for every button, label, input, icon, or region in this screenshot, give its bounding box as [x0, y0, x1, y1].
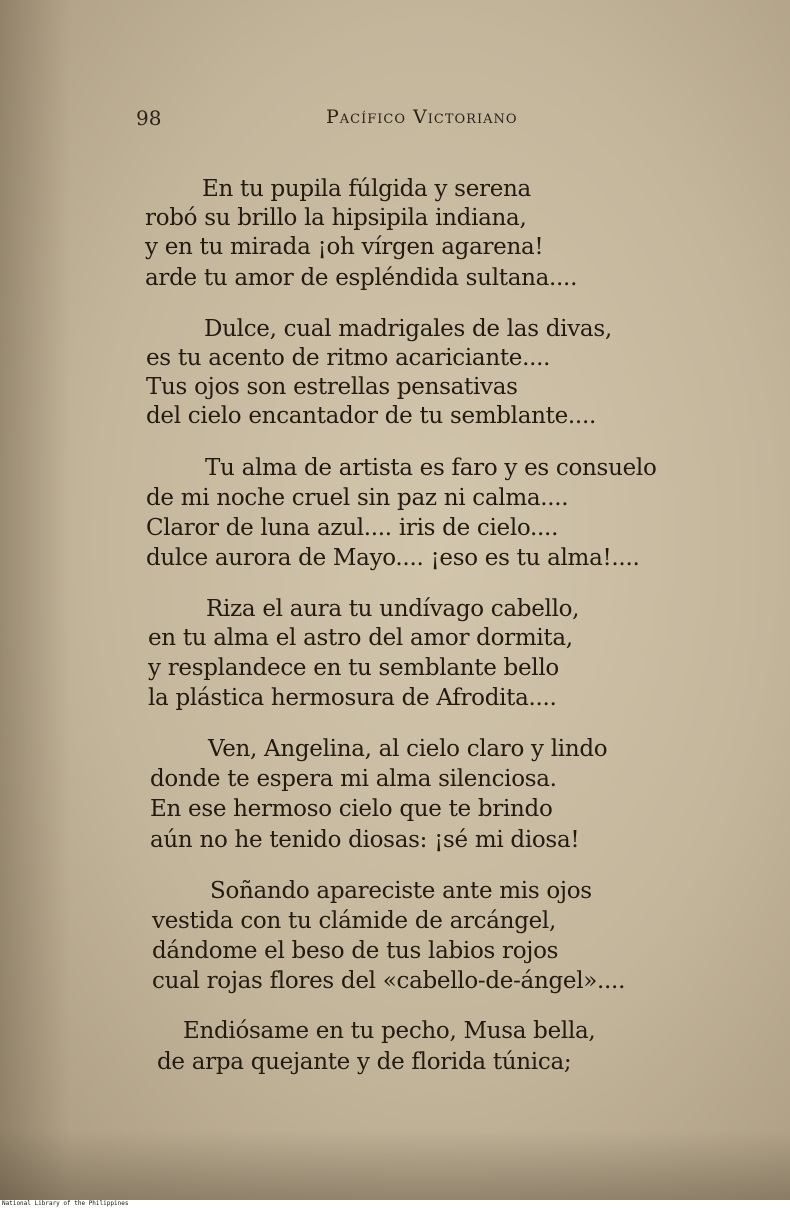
poem-line: aún no he tenido diosas: ¡sé mi diosa!: [150, 827, 580, 853]
poem-line: cual rojas flores del «cabello-de-ángel»....: [152, 968, 626, 994]
poem-line: Dulce, cual madrigales de las divas,: [204, 316, 612, 342]
poem-line: dándome el beso de tus labios rojos: [152, 938, 559, 964]
poem-line: Endiósame en tu pecho, Musa bella,: [183, 1018, 596, 1044]
page-header: [0, 106, 790, 136]
poem-line: Ven, Angelina, al cielo claro y lindo: [208, 736, 608, 762]
poem-line: Soñando apareciste ante mis ojos: [210, 878, 592, 904]
poem-line: Riza el aura tu undívago cabello,: [206, 596, 580, 622]
poem-line: de mi noche cruel sin paz ni calma....: [146, 485, 569, 511]
poem-line: Claror de luna azul.... iris de cielo....: [146, 515, 559, 541]
poem-line: vestida con tu clámide de arcángel,: [152, 908, 556, 934]
poem-line: robó su brillo la hipsipila indiana,: [145, 205, 527, 231]
poem-line: En ese hermoso cielo que te brindo: [150, 796, 553, 822]
page-number: 98: [136, 106, 162, 130]
poem-line: la plástica hermosura de Afrodita....: [148, 685, 557, 711]
page-bottom-shadow: [0, 1130, 790, 1200]
poem-line: y en tu mirada ¡oh vírgen agarena!: [145, 234, 544, 260]
page-edge-shadow: [0, 0, 70, 1200]
library-credit: National Library of the Philippines: [2, 1200, 129, 1207]
poem-line: en tu alma el astro del amor dormita,: [148, 625, 573, 651]
poem-line: donde te espera mi alma silenciosa.: [150, 766, 557, 792]
poem-line: Tu alma de artista es faro y es consuelo: [205, 455, 657, 481]
poem-line: del cielo encantador de tu semblante....: [146, 403, 596, 429]
poem-line: es tu acento de ritmo acariciante....: [146, 345, 551, 371]
poem-line: y resplandece en tu semblante bello: [148, 655, 559, 681]
poem-line: En tu pupila fúlgida y serena: [202, 176, 531, 202]
running-head: Pacífico Victoriano: [326, 106, 518, 128]
poem-line: Tus ojos son estrellas pensativas: [146, 374, 518, 400]
poem-line: dulce aurora de Mayo.... ¡eso es tu alma!....: [146, 545, 640, 571]
poem-line: arde tu amor de espléndida sultana....: [145, 265, 578, 291]
poem-line: de arpa quejante y de florida túnica;: [157, 1049, 572, 1075]
